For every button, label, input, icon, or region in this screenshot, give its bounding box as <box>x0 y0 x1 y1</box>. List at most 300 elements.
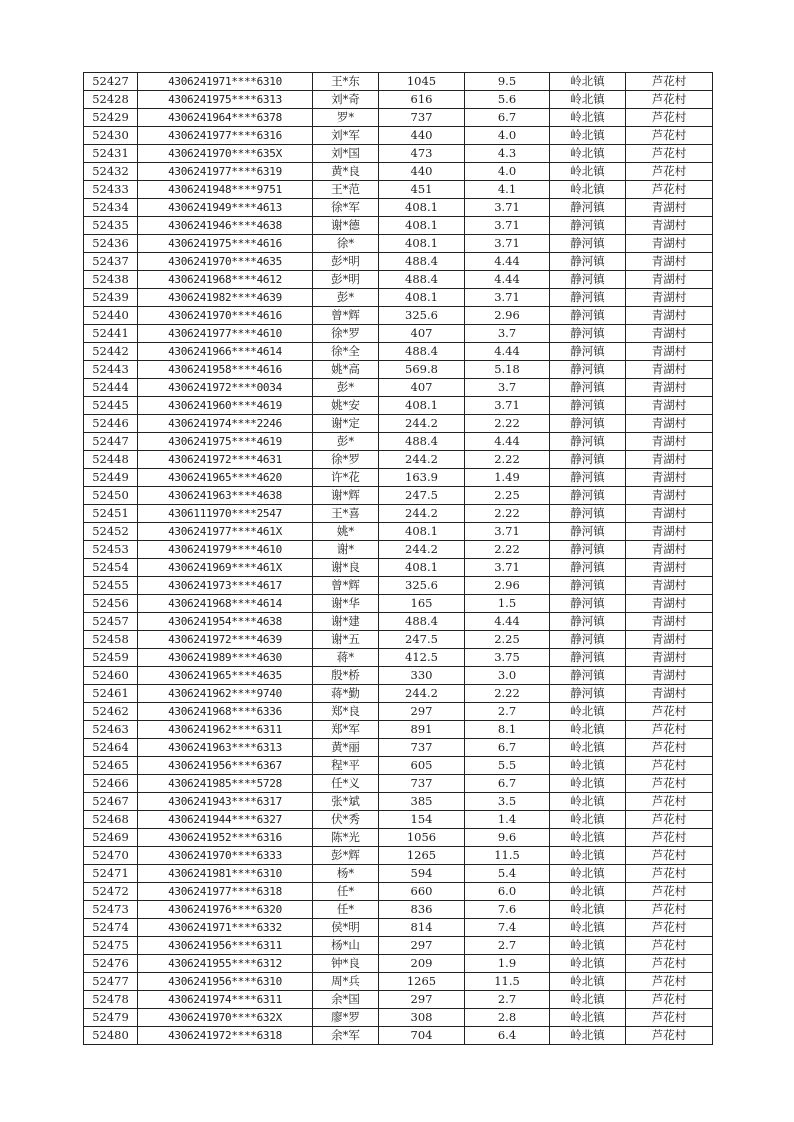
table-row <box>84 271 713 289</box>
id-number-cell: 4306241962****9740 <box>138 685 313 703</box>
name-cell: 陈*光 <box>313 829 379 847</box>
table-row <box>84 523 713 541</box>
village-cell: 青湖村 <box>626 379 713 397</box>
quantity-cell: 5.18 <box>465 361 550 379</box>
serial-number-cell: 52454 <box>84 559 138 577</box>
amount-cell: 325.6 <box>379 577 465 595</box>
quantity-cell: 4.44 <box>465 343 550 361</box>
town-cell: 岭北镇 <box>550 1027 626 1045</box>
quantity-cell: 4.3 <box>465 145 550 163</box>
name-cell: 余*国 <box>313 991 379 1009</box>
name-cell: 王*喜 <box>313 505 379 523</box>
village-cell: 芦花村 <box>626 739 713 757</box>
id-number-cell: 4306241970****635X <box>138 145 313 163</box>
name-cell: 刘*国 <box>313 145 379 163</box>
quantity-cell: 3.0 <box>465 667 550 685</box>
amount-cell: 737 <box>379 109 465 127</box>
name-cell: 谢*良 <box>313 559 379 577</box>
town-cell: 岭北镇 <box>550 811 626 829</box>
serial-number-cell: 52435 <box>84 217 138 235</box>
village-cell: 芦花村 <box>626 91 713 109</box>
id-number-cell: 4306241977****6319 <box>138 163 313 181</box>
id-number-cell: 4306241972****6318 <box>138 1027 313 1045</box>
id-number-cell: 4306241972****4631 <box>138 451 313 469</box>
quantity-cell: 11.5 <box>465 973 550 991</box>
amount-cell: 408.1 <box>379 523 465 541</box>
name-cell: 殷*桥 <box>313 667 379 685</box>
quantity-cell: 2.96 <box>465 577 550 595</box>
table-row <box>84 919 713 937</box>
amount-cell: 488.4 <box>379 433 465 451</box>
quantity-cell: 6.7 <box>465 109 550 127</box>
table-row <box>84 991 713 1009</box>
serial-number-cell: 52477 <box>84 973 138 991</box>
amount-cell: 408.1 <box>379 217 465 235</box>
town-cell: 岭北镇 <box>550 937 626 955</box>
id-number-cell: 4306241943****6317 <box>138 793 313 811</box>
amount-cell: 605 <box>379 757 465 775</box>
amount-cell: 297 <box>379 937 465 955</box>
table-row <box>84 955 713 973</box>
name-cell: 廖*罗 <box>313 1009 379 1027</box>
serial-number-cell: 52444 <box>84 379 138 397</box>
name-cell: 任*义 <box>313 775 379 793</box>
name-cell: 谢* <box>313 541 379 559</box>
table-row <box>84 739 713 757</box>
name-cell: 钟*良 <box>313 955 379 973</box>
village-cell: 青湖村 <box>626 271 713 289</box>
serial-number-cell: 52466 <box>84 775 138 793</box>
amount-cell: 412.5 <box>379 649 465 667</box>
quantity-cell: 11.5 <box>465 847 550 865</box>
id-number-cell: 4306241971****6332 <box>138 919 313 937</box>
quantity-cell: 3.71 <box>465 397 550 415</box>
serial-number-cell: 52471 <box>84 865 138 883</box>
amount-cell: 488.4 <box>379 271 465 289</box>
table-row <box>84 397 713 415</box>
id-number-cell: 4306241975****4616 <box>138 235 313 253</box>
town-cell: 静河镇 <box>550 289 626 307</box>
village-cell: 芦花村 <box>626 181 713 199</box>
name-cell: 杨*山 <box>313 937 379 955</box>
table-row <box>84 289 713 307</box>
id-number-cell: 4306241971****6310 <box>138 73 313 91</box>
town-cell: 岭北镇 <box>550 865 626 883</box>
serial-number-cell: 52464 <box>84 739 138 757</box>
town-cell: 静河镇 <box>550 559 626 577</box>
id-number-cell: 4306241955****6312 <box>138 955 313 973</box>
table-row <box>84 109 713 127</box>
quantity-cell: 2.8 <box>465 1009 550 1027</box>
town-cell: 静河镇 <box>550 487 626 505</box>
village-cell: 芦花村 <box>626 847 713 865</box>
village-cell: 青湖村 <box>626 649 713 667</box>
serial-number-cell: 52470 <box>84 847 138 865</box>
table-row <box>84 91 713 109</box>
amount-cell: 407 <box>379 325 465 343</box>
serial-number-cell: 52439 <box>84 289 138 307</box>
serial-number-cell: 52431 <box>84 145 138 163</box>
id-number-cell: 4306241956****6367 <box>138 757 313 775</box>
name-cell: 徐*罗 <box>313 451 379 469</box>
town-cell: 岭北镇 <box>550 73 626 91</box>
serial-number-cell: 52433 <box>84 181 138 199</box>
town-cell: 岭北镇 <box>550 793 626 811</box>
table-row <box>84 145 713 163</box>
amount-cell: 836 <box>379 901 465 919</box>
id-number-cell: 4306241970****4635 <box>138 253 313 271</box>
village-cell: 芦花村 <box>626 721 713 739</box>
table-row <box>84 73 713 91</box>
town-cell: 静河镇 <box>550 451 626 469</box>
village-cell: 芦花村 <box>626 163 713 181</box>
name-cell: 罗* <box>313 109 379 127</box>
amount-cell: 440 <box>379 127 465 145</box>
amount-cell: 244.2 <box>379 505 465 523</box>
quantity-cell: 2.7 <box>465 991 550 1009</box>
name-cell: 郑*军 <box>313 721 379 739</box>
town-cell: 静河镇 <box>550 235 626 253</box>
village-cell: 青湖村 <box>626 469 713 487</box>
name-cell: 侯*明 <box>313 919 379 937</box>
serial-number-cell: 52436 <box>84 235 138 253</box>
amount-cell: 209 <box>379 955 465 973</box>
id-number-cell: 4306241985****5728 <box>138 775 313 793</box>
town-cell: 岭北镇 <box>550 145 626 163</box>
town-cell: 岭北镇 <box>550 991 626 1009</box>
village-cell: 芦花村 <box>626 883 713 901</box>
quantity-cell: 6.0 <box>465 883 550 901</box>
id-number-cell: 4306241958****4616 <box>138 361 313 379</box>
name-cell: 姚* <box>313 523 379 541</box>
table-row <box>84 487 713 505</box>
table-row <box>84 1027 713 1045</box>
name-cell: 刘*奇 <box>313 91 379 109</box>
table-body <box>84 73 713 1045</box>
id-number-cell: 4306241972****4639 <box>138 631 313 649</box>
id-number-cell: 4306241963****4638 <box>138 487 313 505</box>
table-row <box>84 325 713 343</box>
village-cell: 芦花村 <box>626 901 713 919</box>
village-cell: 青湖村 <box>626 235 713 253</box>
village-cell: 芦花村 <box>626 973 713 991</box>
table-row <box>84 307 713 325</box>
name-cell: 谢*德 <box>313 217 379 235</box>
id-number-cell: 4306241966****4614 <box>138 343 313 361</box>
name-cell: 伏*秀 <box>313 811 379 829</box>
serial-number-cell: 52432 <box>84 163 138 181</box>
quantity-cell: 2.96 <box>465 307 550 325</box>
town-cell: 岭北镇 <box>550 163 626 181</box>
town-cell: 岭北镇 <box>550 757 626 775</box>
quantity-cell: 2.22 <box>465 451 550 469</box>
quantity-cell: 7.4 <box>465 919 550 937</box>
id-number-cell: 4306241963****6313 <box>138 739 313 757</box>
village-cell: 青湖村 <box>626 217 713 235</box>
quantity-cell: 2.7 <box>465 937 550 955</box>
id-number-cell: 4306241981****6310 <box>138 865 313 883</box>
serial-number-cell: 52448 <box>84 451 138 469</box>
village-cell: 青湖村 <box>626 577 713 595</box>
serial-number-cell: 52443 <box>84 361 138 379</box>
serial-number-cell: 52440 <box>84 307 138 325</box>
table-row <box>84 343 713 361</box>
serial-number-cell: 52468 <box>84 811 138 829</box>
record-table <box>83 72 713 1045</box>
quantity-cell: 4.1 <box>465 181 550 199</box>
town-cell: 静河镇 <box>550 649 626 667</box>
town-cell: 岭北镇 <box>550 901 626 919</box>
table-row <box>84 937 713 955</box>
table-row <box>84 793 713 811</box>
town-cell: 静河镇 <box>550 415 626 433</box>
id-number-cell: 4306241977****6316 <box>138 127 313 145</box>
name-cell: 谢*建 <box>313 613 379 631</box>
name-cell: 徐* <box>313 235 379 253</box>
id-number-cell: 4306241982****4639 <box>138 289 313 307</box>
town-cell: 静河镇 <box>550 253 626 271</box>
table-row <box>84 577 713 595</box>
quantity-cell: 6.7 <box>465 775 550 793</box>
town-cell: 岭北镇 <box>550 955 626 973</box>
amount-cell: 244.2 <box>379 451 465 469</box>
amount-cell: 737 <box>379 739 465 757</box>
id-number-cell: 4306111970****2547 <box>138 505 313 523</box>
table-row <box>84 865 713 883</box>
id-number-cell: 4306241970****6333 <box>138 847 313 865</box>
serial-number-cell: 52469 <box>84 829 138 847</box>
amount-cell: 1265 <box>379 973 465 991</box>
table-row <box>84 883 713 901</box>
id-number-cell: 4306241948****9751 <box>138 181 313 199</box>
amount-cell: 408.1 <box>379 397 465 415</box>
table-row <box>84 757 713 775</box>
name-cell: 余*军 <box>313 1027 379 1045</box>
amount-cell: 163.9 <box>379 469 465 487</box>
table-row <box>84 829 713 847</box>
table-row <box>84 181 713 199</box>
name-cell: 任* <box>313 901 379 919</box>
amount-cell: 440 <box>379 163 465 181</box>
name-cell: 彭* <box>313 379 379 397</box>
id-number-cell: 4306241972****0034 <box>138 379 313 397</box>
id-number-cell: 4306241960****4619 <box>138 397 313 415</box>
name-cell: 姚*高 <box>313 361 379 379</box>
serial-number-cell: 52452 <box>84 523 138 541</box>
village-cell: 芦花村 <box>626 1027 713 1045</box>
village-cell: 芦花村 <box>626 829 713 847</box>
table-row <box>84 847 713 865</box>
serial-number-cell: 52445 <box>84 397 138 415</box>
name-cell: 杨* <box>313 865 379 883</box>
quantity-cell: 6.7 <box>465 739 550 757</box>
id-number-cell: 4306241964****6378 <box>138 109 313 127</box>
quantity-cell: 4.0 <box>465 127 550 145</box>
id-number-cell: 4306241975****6313 <box>138 91 313 109</box>
name-cell: 蒋* <box>313 649 379 667</box>
quantity-cell: 4.44 <box>465 271 550 289</box>
village-cell: 青湖村 <box>626 685 713 703</box>
town-cell: 静河镇 <box>550 307 626 325</box>
table-row <box>84 775 713 793</box>
town-cell: 静河镇 <box>550 271 626 289</box>
village-cell: 青湖村 <box>626 415 713 433</box>
name-cell: 彭* <box>313 289 379 307</box>
town-cell: 岭北镇 <box>550 1009 626 1027</box>
id-number-cell: 4306241962****6311 <box>138 721 313 739</box>
town-cell: 静河镇 <box>550 469 626 487</box>
village-cell: 青湖村 <box>626 433 713 451</box>
id-number-cell: 4306241952****6316 <box>138 829 313 847</box>
serial-number-cell: 52455 <box>84 577 138 595</box>
town-cell: 静河镇 <box>550 667 626 685</box>
town-cell: 静河镇 <box>550 217 626 235</box>
village-cell: 芦花村 <box>626 811 713 829</box>
name-cell: 黄*丽 <box>313 739 379 757</box>
table-row <box>84 505 713 523</box>
amount-cell: 488.4 <box>379 343 465 361</box>
table-row <box>84 127 713 145</box>
id-number-cell: 4306241976****6320 <box>138 901 313 919</box>
village-cell: 芦花村 <box>626 127 713 145</box>
amount-cell: 244.2 <box>379 415 465 433</box>
village-cell: 芦花村 <box>626 757 713 775</box>
table-row <box>84 235 713 253</box>
serial-number-cell: 52447 <box>84 433 138 451</box>
town-cell: 岭北镇 <box>550 109 626 127</box>
village-cell: 芦花村 <box>626 1009 713 1027</box>
quantity-cell: 2.7 <box>465 703 550 721</box>
quantity-cell: 3.71 <box>465 523 550 541</box>
serial-number-cell: 52461 <box>84 685 138 703</box>
quantity-cell: 7.6 <box>465 901 550 919</box>
village-cell: 青湖村 <box>626 505 713 523</box>
amount-cell: 244.2 <box>379 685 465 703</box>
village-cell: 芦花村 <box>626 865 713 883</box>
table-row <box>84 379 713 397</box>
name-cell: 曾*辉 <box>313 307 379 325</box>
name-cell: 王*东 <box>313 73 379 91</box>
amount-cell: 247.5 <box>379 487 465 505</box>
name-cell: 周*兵 <box>313 973 379 991</box>
serial-number-cell: 52434 <box>84 199 138 217</box>
village-cell: 芦花村 <box>626 955 713 973</box>
id-number-cell: 4306241968****6336 <box>138 703 313 721</box>
town-cell: 静河镇 <box>550 343 626 361</box>
town-cell: 岭北镇 <box>550 91 626 109</box>
table-row <box>84 541 713 559</box>
id-number-cell: 4306241968****4612 <box>138 271 313 289</box>
serial-number-cell: 52478 <box>84 991 138 1009</box>
town-cell: 静河镇 <box>550 325 626 343</box>
quantity-cell: 4.44 <box>465 613 550 631</box>
name-cell: 谢*定 <box>313 415 379 433</box>
quantity-cell: 3.75 <box>465 649 550 667</box>
serial-number-cell: 52428 <box>84 91 138 109</box>
serial-number-cell: 52463 <box>84 721 138 739</box>
serial-number-cell: 52451 <box>84 505 138 523</box>
town-cell: 岭北镇 <box>550 883 626 901</box>
name-cell: 刘*军 <box>313 127 379 145</box>
name-cell: 彭*明 <box>313 271 379 289</box>
name-cell: 曾*辉 <box>313 577 379 595</box>
village-cell: 青湖村 <box>626 487 713 505</box>
serial-number-cell: 52460 <box>84 667 138 685</box>
id-number-cell: 4306241974****2246 <box>138 415 313 433</box>
village-cell: 芦花村 <box>626 145 713 163</box>
town-cell: 岭北镇 <box>550 721 626 739</box>
village-cell: 青湖村 <box>626 559 713 577</box>
table-row <box>84 217 713 235</box>
amount-cell: 814 <box>379 919 465 937</box>
serial-number-cell: 52442 <box>84 343 138 361</box>
table-row <box>84 703 713 721</box>
amount-cell: 451 <box>379 181 465 199</box>
village-cell: 青湖村 <box>626 325 713 343</box>
village-cell: 青湖村 <box>626 451 713 469</box>
town-cell: 岭北镇 <box>550 847 626 865</box>
id-number-cell: 4306241970****632X <box>138 1009 313 1027</box>
village-cell: 青湖村 <box>626 595 713 613</box>
table-row <box>84 721 713 739</box>
id-number-cell: 4306241965****4620 <box>138 469 313 487</box>
serial-number-cell: 52446 <box>84 415 138 433</box>
quantity-cell: 1.9 <box>465 955 550 973</box>
id-number-cell: 4306241946****4638 <box>138 217 313 235</box>
amount-cell: 165 <box>379 595 465 613</box>
name-cell: 许*花 <box>313 469 379 487</box>
name-cell: 彭*明 <box>313 253 379 271</box>
quantity-cell: 3.7 <box>465 325 550 343</box>
quantity-cell: 3.5 <box>465 793 550 811</box>
quantity-cell: 6.4 <box>465 1027 550 1045</box>
serial-number-cell: 52437 <box>84 253 138 271</box>
id-number-cell: 4306241944****6327 <box>138 811 313 829</box>
quantity-cell: 1.4 <box>465 811 550 829</box>
table-row <box>84 649 713 667</box>
town-cell: 岭北镇 <box>550 919 626 937</box>
id-number-cell: 4306241970****4616 <box>138 307 313 325</box>
serial-number-cell: 52479 <box>84 1009 138 1027</box>
town-cell: 静河镇 <box>550 595 626 613</box>
quantity-cell: 1.5 <box>465 595 550 613</box>
serial-number-cell: 52473 <box>84 901 138 919</box>
village-cell: 芦花村 <box>626 991 713 1009</box>
id-number-cell: 4306241969****461X <box>138 559 313 577</box>
quantity-cell: 2.25 <box>465 487 550 505</box>
serial-number-cell: 52462 <box>84 703 138 721</box>
name-cell: 蒋*勤 <box>313 685 379 703</box>
table-row <box>84 199 713 217</box>
name-cell: 彭* <box>313 433 379 451</box>
id-number-cell: 4306241954****4638 <box>138 613 313 631</box>
serial-number-cell: 52457 <box>84 613 138 631</box>
quantity-cell: 3.7 <box>465 379 550 397</box>
name-cell: 姚*安 <box>313 397 379 415</box>
name-cell: 徐*军 <box>313 199 379 217</box>
serial-number-cell: 52453 <box>84 541 138 559</box>
name-cell: 张*斌 <box>313 793 379 811</box>
town-cell: 静河镇 <box>550 397 626 415</box>
town-cell: 静河镇 <box>550 577 626 595</box>
table-row <box>84 253 713 271</box>
village-cell: 青湖村 <box>626 289 713 307</box>
quantity-cell: 4.0 <box>465 163 550 181</box>
table-row <box>84 415 713 433</box>
amount-cell: 244.2 <box>379 541 465 559</box>
amount-cell: 616 <box>379 91 465 109</box>
id-number-cell: 4306241949****4613 <box>138 199 313 217</box>
